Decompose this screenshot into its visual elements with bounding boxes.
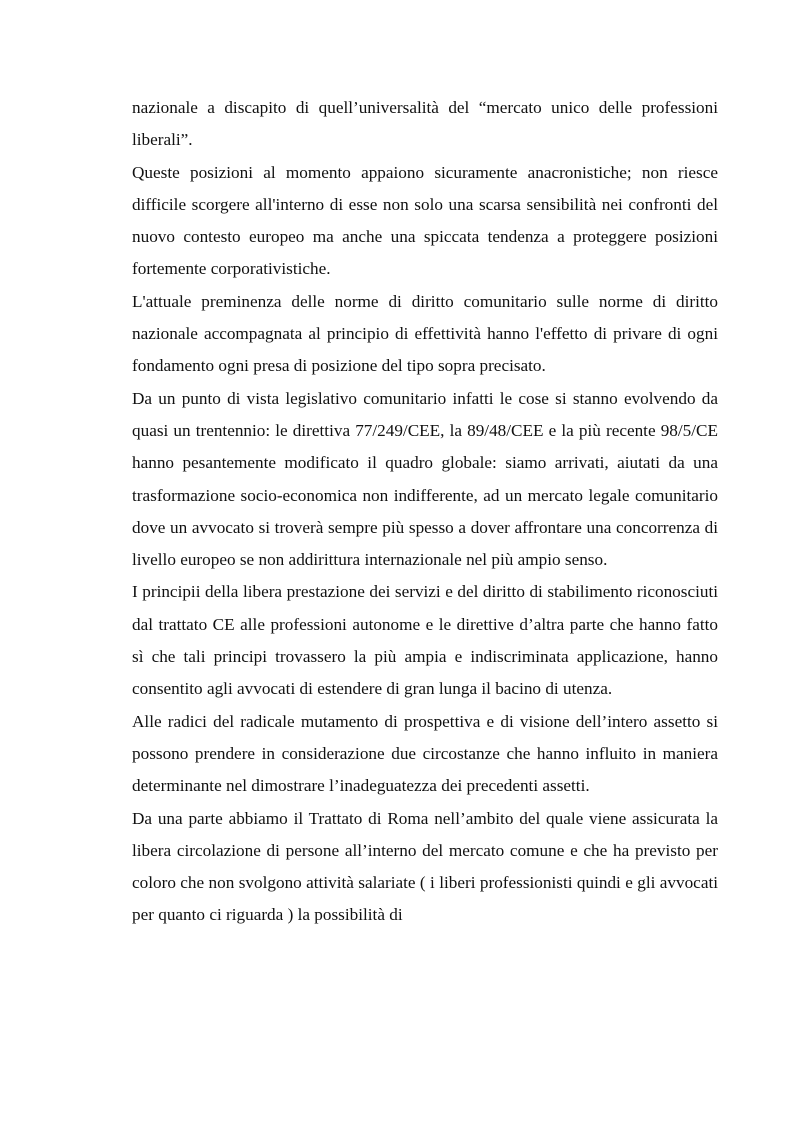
paragraph: L'attuale preminenza delle norme di diritto comunitario sulle norme di diritto nazionale accompagnata al principio di effettività hanno l'effetto di privare di ogni fondamento ogni presa di posizione del tipo sopra precisato. xyxy=(132,291,718,376)
paragraph: Alle radici del radicale mutamento di prospettiva e di visione dell’intero assetto si possono prendere in considerazione due circostanze che hanno influito in maniera determinante nel dimostrare l’inadeguatezza dei precedenti assetti. xyxy=(132,711,718,796)
paragraph: I principii della libera prestazione dei servizi e del diritto di stabilimento riconosciuti dal trattato CE alle professioni autonome e le direttive d’altra parte che hanno fatto sì che tali principi trovassero la più ampia e indiscriminata applicazione, hanno consentito agli avvocati di estendere di gran lunga il bacino di utenza. xyxy=(132,582,718,699)
paragraph: Da un punto di vista legislativo comunitario infatti le cose si stanno evolvendo da quasi un trentennio: le direttiva 77/249/CEE, la 89/48/CEE e la più recente 98/5/CE hanno pesantemente modificato il quadro globale: siamo arrivati, aiutati da una trasformazione socio-economica non indifferente, ad un mercato legale comunitario dove un avvocato si troverà sempre più spesso a dover affrontare una concorrenza di livello europeo se non addirittura internazionale nel più ampio senso. xyxy=(132,388,718,570)
body-text xyxy=(132,92,718,932)
paragraph: nazionale a discapito di quell’universalità del “mercato unico delle professioni liberali”. xyxy=(132,98,718,150)
paragraph: Queste posizioni al momento appaiono sicuramente anacronistiche; non riesce difficile scorgere all'interno di esse non solo una scarsa sensibilità nei confronti del nuovo contesto europeo ma anche una spiccata tendenza a proteggere posizioni fortemente corporativistiche. xyxy=(132,162,718,279)
paragraph: Da una parte abbiamo il Trattato di Roma nell’ambito del quale viene assicurata la libera circolazione di persone all’interno del mercato comune e che ha previsto per coloro che non svolgono attività salariate ( i liberi professionisti quindi e gli avvocati per quanto ci riguarda ) la possibilità di xyxy=(132,808,718,925)
